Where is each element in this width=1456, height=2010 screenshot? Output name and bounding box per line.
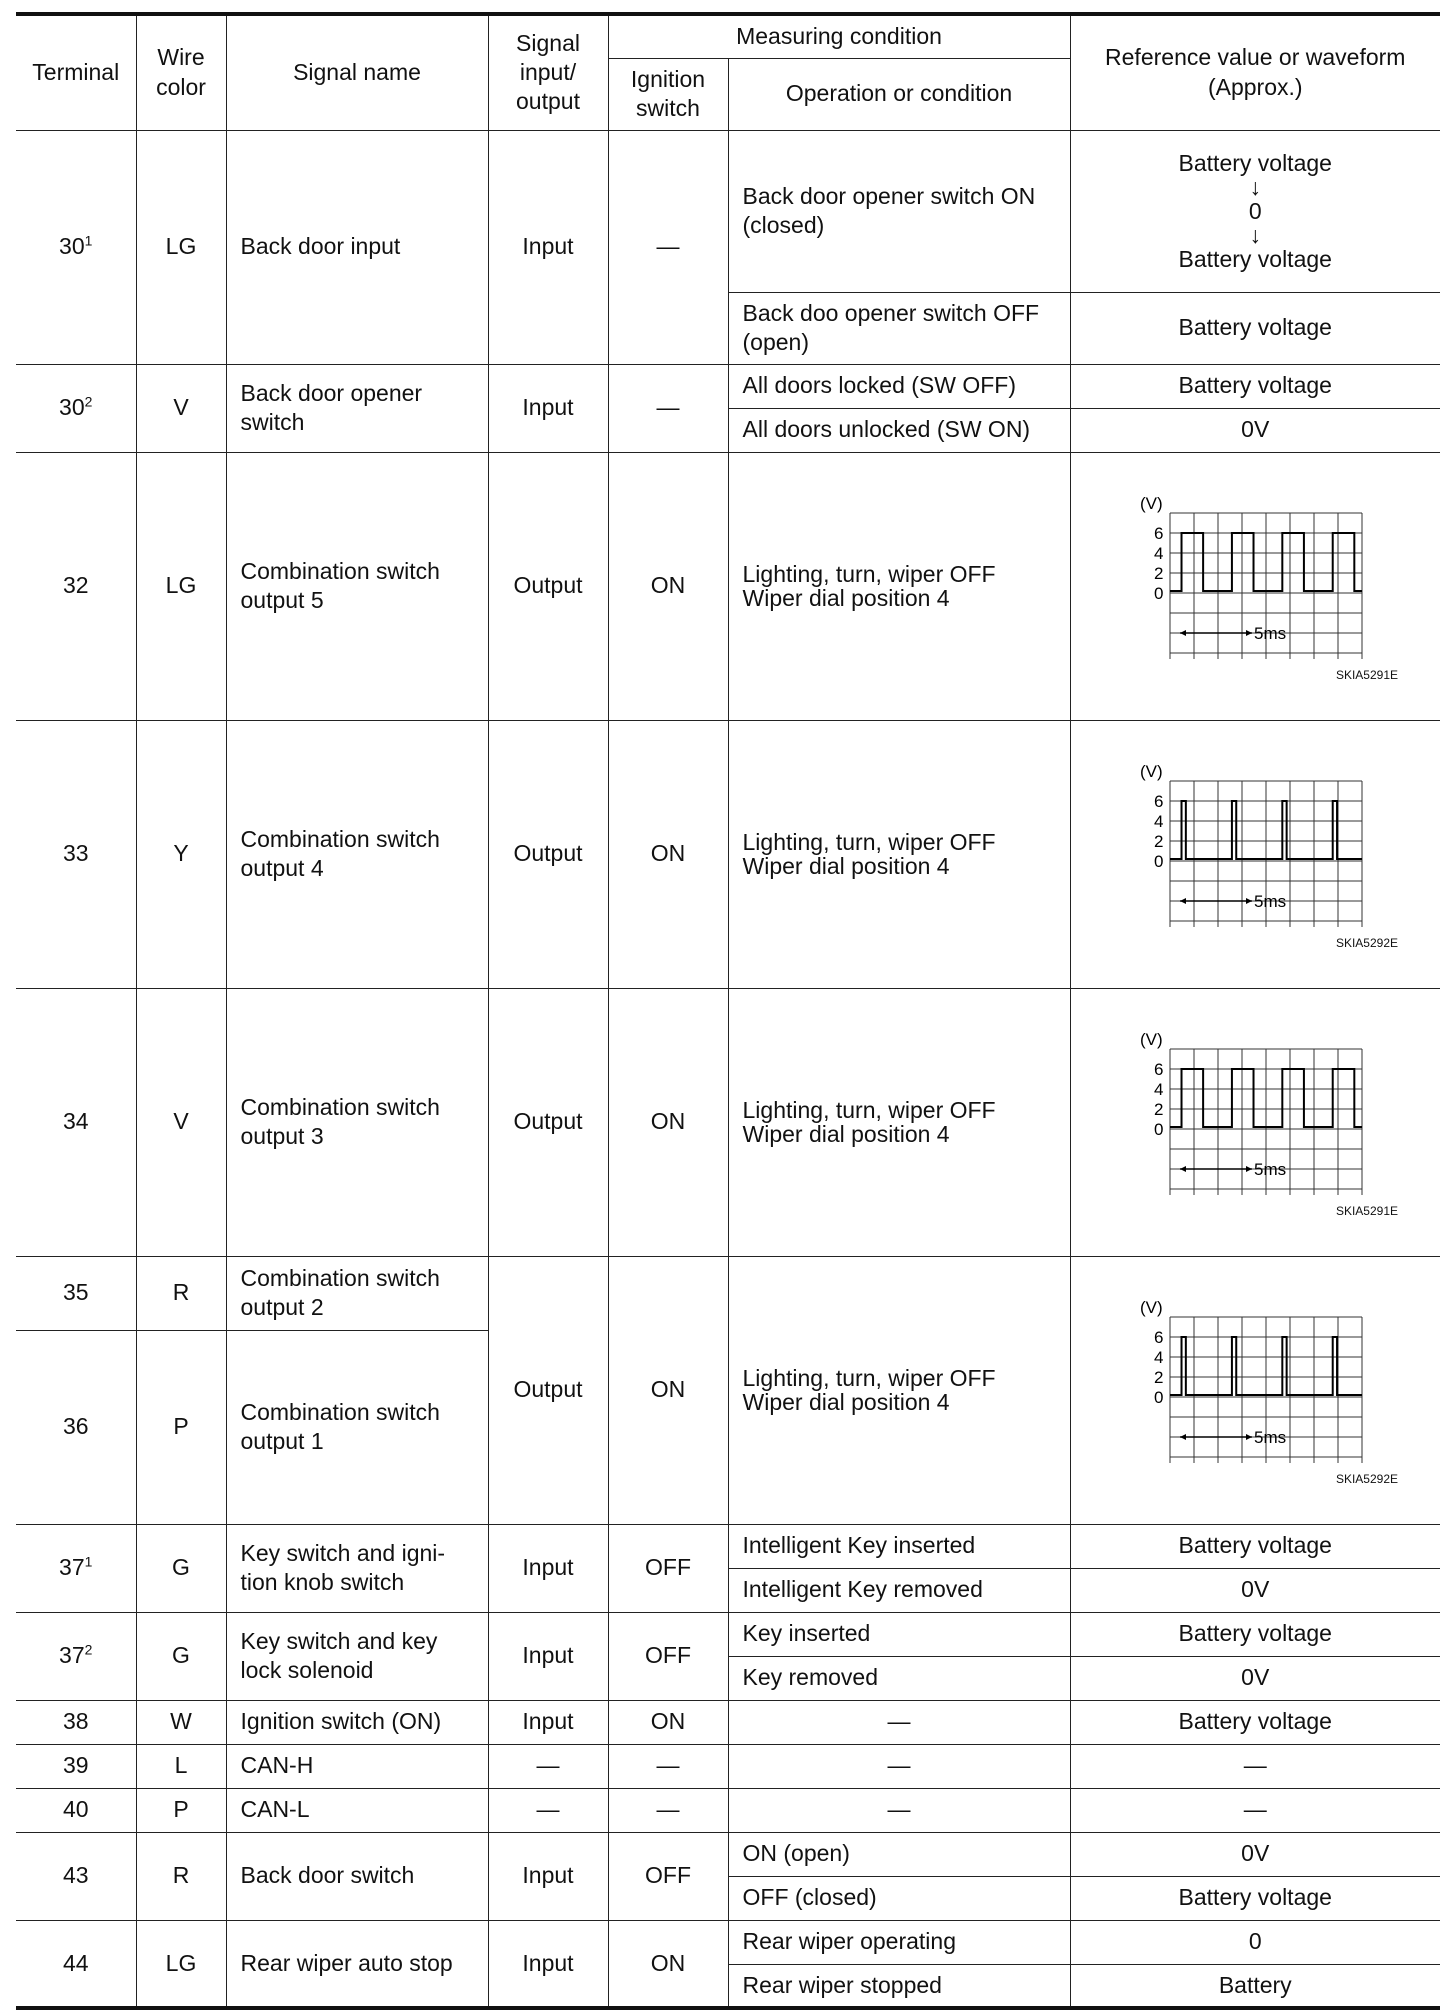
wire-color-cell: L: [136, 1744, 226, 1788]
operation-line: Lighting, turn, wiper OFF: [742, 560, 996, 587]
reference-cell: Battery voltage: [1070, 1876, 1440, 1920]
operation-cell: ON (open): [728, 1832, 1070, 1876]
signal-name-cell: Ignition switch (ON): [226, 1700, 488, 1744]
wire-color-cell: W: [136, 1700, 226, 1744]
table-row: [16, 1832, 1440, 1876]
y-tick-label: 2: [1154, 1099, 1164, 1119]
waveform-code: SKIA5292E: [1335, 1472, 1398, 1487]
reference-cell: —: [1070, 1744, 1440, 1788]
signal-io-cell: Input: [488, 1612, 608, 1700]
time-scale-label: 5ms: [1254, 1159, 1287, 1179]
signal-name-cell: Key switch and key lock solenoid: [226, 1612, 488, 1700]
signal-io-cell: Output: [488, 720, 608, 988]
waveform-figure: [1110, 761, 1400, 927]
operation-cell: Intelligent Key inserted: [728, 1524, 1070, 1568]
time-scale-label: 5ms: [1254, 623, 1287, 643]
reference-line: Battery voltage: [1178, 149, 1332, 176]
signal-name-cell: Combination switch output 2: [226, 1256, 488, 1330]
terminal-number: 30: [59, 233, 85, 260]
signal-io-cell: —: [488, 1744, 608, 1788]
signal-name-cell: Combination switch output 3: [226, 988, 488, 1256]
waveform-code: SKIA5291E: [1335, 1204, 1398, 1219]
terminal-cell: [16, 130, 136, 364]
down-arrow-icon: ↓: [1249, 222, 1261, 249]
reference-cell: Battery voltage: [1070, 1612, 1440, 1656]
table-row: [16, 1744, 1440, 1788]
terminal-number: 37: [59, 1642, 85, 1669]
waveform-figure: [1110, 1297, 1400, 1463]
y-tick-label: 0: [1154, 1387, 1164, 1407]
axis-unit-label: (V): [1140, 493, 1163, 513]
terminal-number: 30: [59, 394, 85, 421]
y-tick-label: 4: [1154, 1347, 1164, 1367]
wire-color-cell: V: [136, 364, 226, 452]
waveform-code: SKIA5291E: [1335, 668, 1398, 683]
signal-name-cell: Back door switch: [226, 1832, 488, 1920]
reference-cell: Battery: [1070, 1964, 1440, 2008]
header-operation: Operation or condition: [728, 58, 1070, 130]
waveform-chart: [1130, 761, 1380, 927]
terminal-number: 37: [59, 1554, 85, 1581]
reference-cell: Battery voltage: [1070, 1524, 1440, 1568]
waveform-chart: [1130, 1029, 1380, 1195]
ignition-cell: OFF: [608, 1832, 728, 1920]
waveform-figure: [1110, 493, 1400, 659]
table-row: [16, 988, 1440, 1256]
ignition-cell: —: [608, 1788, 728, 1832]
terminal-cell: 34: [16, 988, 136, 1256]
signal-io-cell: Output: [488, 988, 608, 1256]
signal-io-cell: —: [488, 1788, 608, 1832]
reference-cell: 0V: [1070, 1656, 1440, 1700]
terminal-superscript: 2: [84, 1641, 93, 1658]
header-row-1: [16, 14, 1440, 58]
header-measuring-condition: Measuring condition: [608, 14, 1070, 58]
y-tick-label: 0: [1154, 1119, 1164, 1139]
time-scale-label: 5ms: [1254, 891, 1287, 911]
y-tick-label: 6: [1154, 1327, 1164, 1347]
reference-cell: 0V: [1070, 408, 1440, 452]
y-tick-label: 0: [1154, 851, 1164, 871]
operation-cell: All doors locked (SW OFF): [728, 364, 1070, 408]
terminal-cell: 33: [16, 720, 136, 988]
signal-name-cell: Back door input: [226, 130, 488, 364]
wire-color-cell: LG: [136, 452, 226, 720]
header-ignition-switch: Ignition switch: [608, 58, 728, 130]
operation-cell: Back door opener switch ON (closed): [728, 130, 1070, 292]
wire-color-cell: Y: [136, 720, 226, 988]
waveform-cell: [1070, 452, 1440, 720]
waveform-figure: [1110, 1029, 1400, 1195]
wire-color-cell: P: [136, 1330, 226, 1524]
wire-color-cell: V: [136, 988, 226, 1256]
operation-line: Wiper dial position 4: [742, 1389, 950, 1415]
operation-cell: OFF (closed): [728, 1876, 1070, 1920]
terminal-superscript: 1: [84, 1553, 93, 1570]
operation-line: Wiper dial position 4: [742, 1121, 950, 1147]
terminal-cell: 44: [16, 1920, 136, 2008]
waveform-code: SKIA5292E: [1335, 936, 1398, 951]
signal-name-cell: Key switch and igni-tion knob switch: [226, 1524, 488, 1612]
ignition-cell: ON: [608, 988, 728, 1256]
operation-cell: [728, 1256, 1070, 1524]
wire-color-cell: LG: [136, 130, 226, 364]
axis-unit-label: (V): [1140, 1029, 1163, 1049]
header-signal-name: Signal name: [226, 14, 488, 130]
signal-name-cell: Rear wiper auto stop: [226, 1920, 488, 2008]
y-tick-label: 4: [1154, 1079, 1164, 1099]
table-row: [16, 130, 1440, 292]
wire-color-cell: R: [136, 1832, 226, 1920]
table-row: [16, 1788, 1440, 1832]
table-row: [16, 452, 1440, 720]
terminal-cell: 40: [16, 1788, 136, 1832]
signal-io-cell: Input: [488, 130, 608, 364]
arrow-head-icon: [1180, 1434, 1186, 1440]
header-reference: Reference value or waveform (Approx.): [1070, 14, 1440, 130]
signal-name-cell: Combination switch output 5: [226, 452, 488, 720]
operation-cell: —: [728, 1744, 1070, 1788]
wire-color-cell: R: [136, 1256, 226, 1330]
reference-cell: Battery voltage: [1070, 292, 1440, 364]
terminal-superscript: 2: [84, 393, 93, 410]
ignition-cell: ON: [608, 720, 728, 988]
ignition-cell: —: [608, 130, 728, 364]
time-scale-label: 5ms: [1254, 1427, 1287, 1447]
table-row: [16, 364, 1440, 408]
waveform-chart: [1130, 493, 1380, 659]
signal-io-cell: Input: [488, 1700, 608, 1744]
ignition-cell: —: [608, 364, 728, 452]
reference-line: Battery voltage: [1178, 246, 1332, 273]
arrow-head-icon: [1180, 630, 1186, 636]
operation-line: Wiper dial position 4: [742, 585, 950, 611]
wire-color-cell: G: [136, 1524, 226, 1612]
terminal-reference-table: [16, 12, 1440, 2010]
y-tick-label: 6: [1154, 1059, 1164, 1079]
operation-cell: [728, 988, 1070, 1256]
operation-line: Lighting, turn, wiper OFF: [742, 828, 996, 855]
operation-cell: Key removed: [728, 1656, 1070, 1700]
axis-unit-label: (V): [1140, 1297, 1163, 1317]
signal-io-cell: Output: [488, 1256, 608, 1524]
signal-io-cell: Output: [488, 452, 608, 720]
signal-name-cell: CAN-L: [226, 1788, 488, 1832]
reference-cell: Battery voltage: [1070, 364, 1440, 408]
ignition-cell: ON: [608, 1256, 728, 1524]
operation-cell: All doors unlocked (SW ON): [728, 408, 1070, 452]
operation-line: Lighting, turn, wiper OFF: [742, 1096, 996, 1123]
terminal-superscript: 1: [84, 232, 93, 249]
y-tick-label: 4: [1154, 543, 1164, 563]
ignition-cell: OFF: [608, 1524, 728, 1612]
table-row: [16, 1920, 1440, 1964]
operation-cell: —: [728, 1700, 1070, 1744]
operation-cell: Key inserted: [728, 1612, 1070, 1656]
ignition-cell: —: [608, 1744, 728, 1788]
down-arrow-icon: ↓: [1249, 173, 1261, 200]
operation-line: Wiper dial position 4: [742, 853, 950, 879]
arrow-head-icon: [1246, 1166, 1252, 1172]
header-signal-io: Signal input/ output: [488, 14, 608, 130]
arrow-head-icon: [1180, 1166, 1186, 1172]
operation-cell: Rear wiper operating: [728, 1920, 1070, 1964]
terminal-cell: 36: [16, 1330, 136, 1524]
ignition-cell: ON: [608, 452, 728, 720]
terminal-cell: 35: [16, 1256, 136, 1330]
waveform-cell: [1070, 988, 1440, 1256]
signal-io-cell: Input: [488, 1920, 608, 2008]
header-terminal: Terminal: [16, 14, 136, 130]
reference-cell: [1070, 130, 1440, 292]
signal-io-cell: Input: [488, 1524, 608, 1612]
wire-color-cell: G: [136, 1612, 226, 1700]
terminal-cell: [16, 364, 136, 452]
terminal-cell: 38: [16, 1700, 136, 1744]
operation-cell: —: [728, 1788, 1070, 1832]
operation-cell: Back doo opener switch OFF (open): [728, 292, 1070, 364]
y-tick-label: 4: [1154, 811, 1164, 831]
terminal-cell: [16, 1524, 136, 1612]
signal-name-cell: Combination switch output 4: [226, 720, 488, 988]
arrow-head-icon: [1180, 898, 1186, 904]
signal-io-cell: Input: [488, 1832, 608, 1920]
table-row: [16, 1256, 1440, 1330]
ignition-cell: ON: [608, 1920, 728, 2008]
reference-cell: 0V: [1070, 1568, 1440, 1612]
reference-cell: Battery voltage: [1070, 1700, 1440, 1744]
terminal-cell: 39: [16, 1744, 136, 1788]
operation-cell: [728, 452, 1070, 720]
y-tick-label: 0: [1154, 583, 1164, 603]
operation-cell: Intelligent Key removed: [728, 1568, 1070, 1612]
arrow-head-icon: [1246, 630, 1252, 636]
y-tick-label: 2: [1154, 831, 1164, 851]
y-tick-label: 6: [1154, 523, 1164, 543]
terminal-cell: [16, 1612, 136, 1700]
y-tick-label: 2: [1154, 563, 1164, 583]
arrow-head-icon: [1246, 898, 1252, 904]
table-row: [16, 720, 1440, 988]
waveform-cell: [1070, 720, 1440, 988]
signal-name-cell: Back door opener switch: [226, 364, 488, 452]
y-tick-label: 2: [1154, 1367, 1164, 1387]
signal-io-cell: Input: [488, 364, 608, 452]
signal-name-cell: Combination switch output 1: [226, 1330, 488, 1524]
reference-cell: —: [1070, 1788, 1440, 1832]
y-tick-label: 6: [1154, 791, 1164, 811]
operation-cell: Rear wiper stopped: [728, 1964, 1070, 2008]
operation-line: Lighting, turn, wiper OFF: [742, 1364, 996, 1391]
header-wire-color: Wire color: [136, 14, 226, 130]
reference-cell: 0V: [1070, 1832, 1440, 1876]
table-row: [16, 1700, 1440, 1744]
wire-color-cell: LG: [136, 1920, 226, 2008]
reference-line: 0: [1248, 197, 1262, 224]
reference-cell: 0: [1070, 1920, 1440, 1964]
waveform-chart: [1130, 1297, 1380, 1463]
table-row: [16, 1612, 1440, 1656]
ignition-cell: ON: [608, 1700, 728, 1744]
terminal-cell: 32: [16, 452, 136, 720]
ignition-cell: OFF: [608, 1612, 728, 1700]
table-row: [16, 1524, 1440, 1568]
arrow-head-icon: [1246, 1434, 1252, 1440]
terminal-cell: 43: [16, 1832, 136, 1920]
waveform-cell: [1070, 1256, 1440, 1524]
operation-cell: [728, 720, 1070, 988]
wire-color-cell: P: [136, 1788, 226, 1832]
signal-name-cell: CAN-H: [226, 1744, 488, 1788]
axis-unit-label: (V): [1140, 761, 1163, 781]
